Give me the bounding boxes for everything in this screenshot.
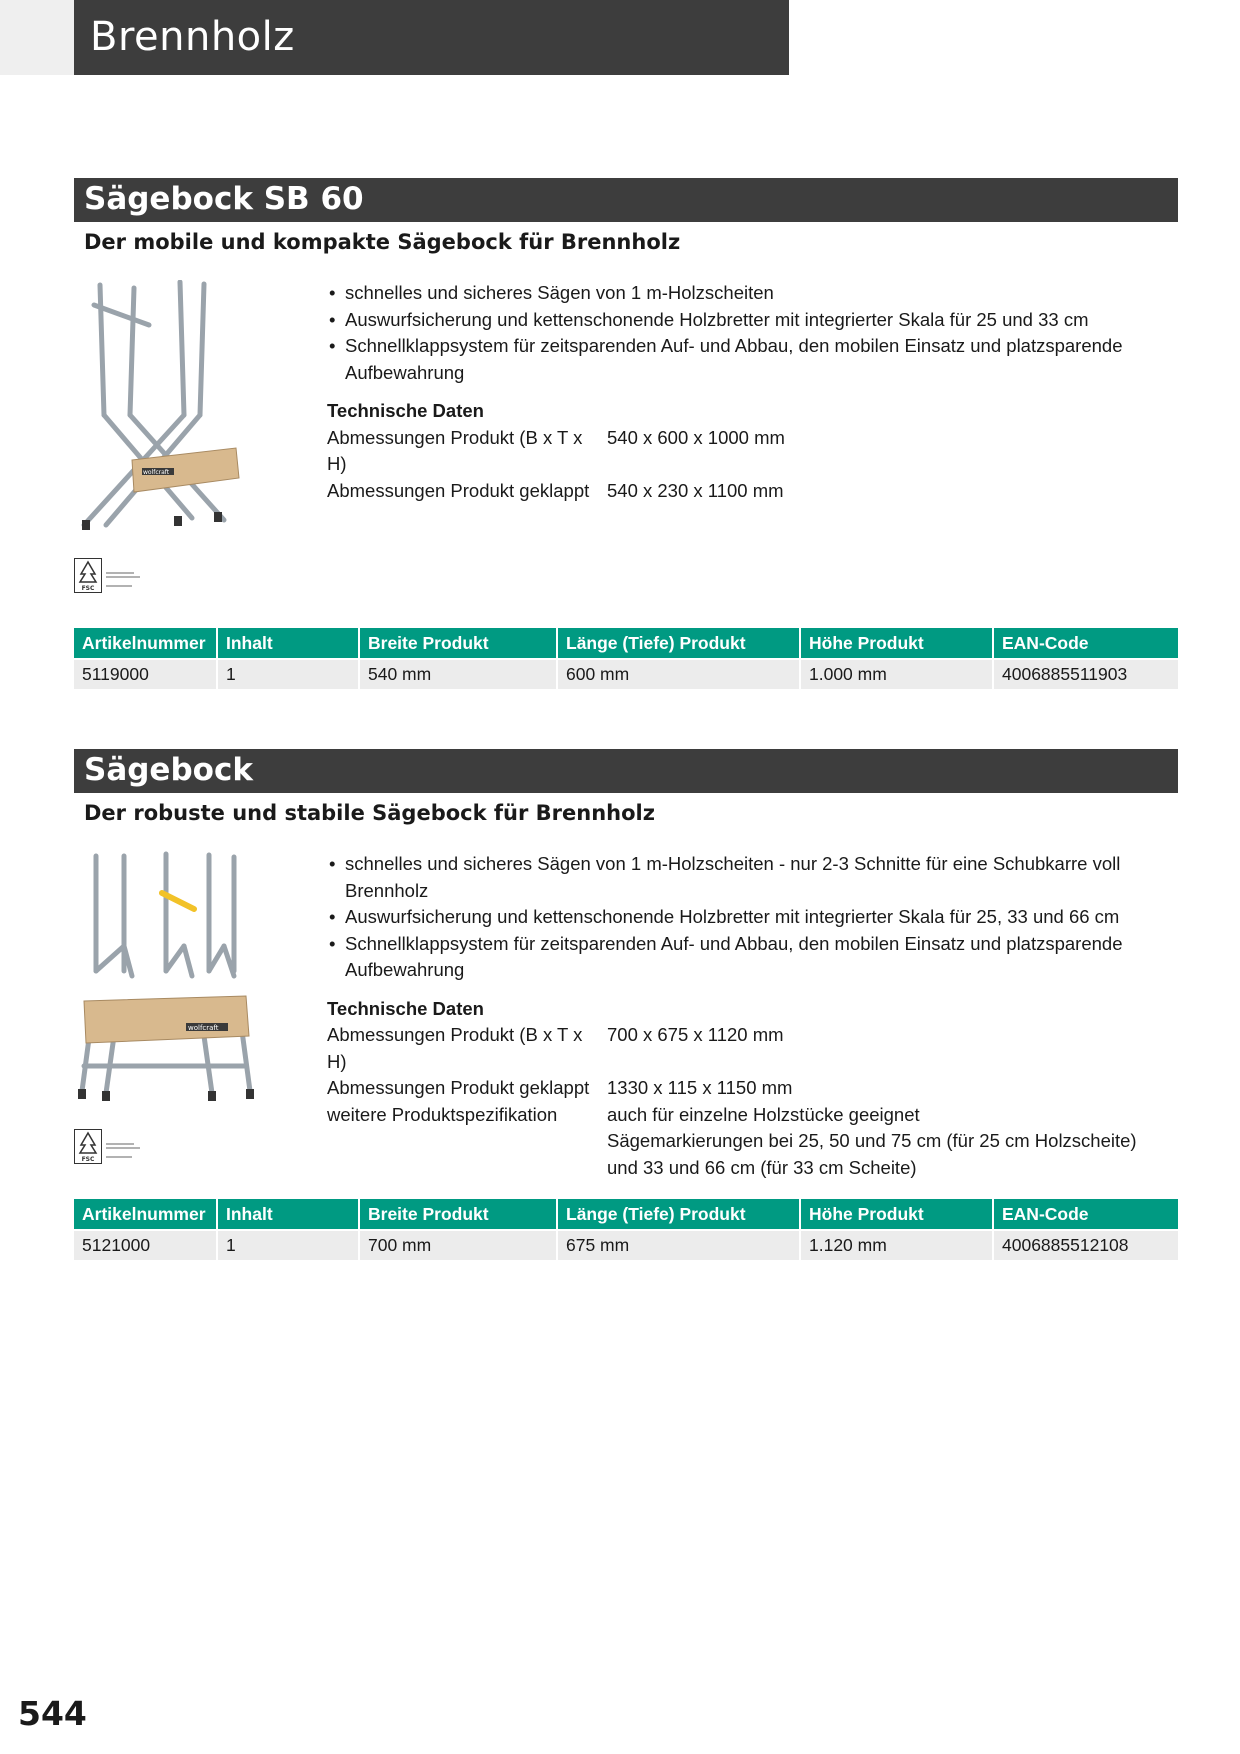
chapter-title: Brennholz: [90, 14, 295, 60]
column-header: Inhalt: [217, 628, 359, 659]
tech-value-line: auch für einzelne Holzstücke geeignet: [607, 1103, 920, 1125]
tech-data-heading: Technische Daten: [327, 400, 484, 421]
product-title: Sägebock SB 60: [74, 178, 1178, 222]
column-header: Breite Produkt: [359, 628, 557, 659]
product-content: [327, 280, 1157, 504]
table-row: [74, 1230, 1178, 1260]
tech-value: 700 x 675 x 1120 mm: [607, 1024, 784, 1045]
fsc-logo-icon: [74, 558, 149, 594]
feature-item: • schnelles und sicheres Sägen von 1 m-Holzscheiten: [327, 280, 1157, 307]
column-header: Inhalt: [217, 1199, 359, 1230]
table-cell: 1.000 mm: [800, 659, 993, 689]
feature-item: • Schnellklappsystem für zeitsparenden Auf- und Abbau, den mobilen Einsatz und platzsparende Aufbewahrung: [327, 333, 1157, 386]
table-header-row: [74, 1199, 1178, 1230]
product-content: [327, 851, 1157, 1181]
column-header: Breite Produkt: [359, 1199, 557, 1230]
table-cell: 4006885511903: [993, 659, 1178, 689]
spec-table: [74, 628, 1178, 689]
tech-label: Abmessungen Produkt geklappt: [327, 1077, 590, 1098]
product-subtitle: Der mobile und kompakte Sägebock für Brennholz: [84, 230, 681, 254]
table-cell: 1: [217, 659, 359, 689]
table-cell: 600 mm: [557, 659, 800, 689]
product-subtitle: Der robuste und stabile Sägebock für Brennholz: [84, 801, 655, 825]
tech-row: [327, 1022, 1157, 1075]
column-header: Länge (Tiefe) Produkt: [557, 1199, 800, 1230]
tech-row: [327, 478, 1157, 505]
brand-label: wolfcraft: [143, 469, 170, 476]
tech-value: 1330 x 115 x 1150 mm: [607, 1077, 793, 1098]
product-section-saegebock: [74, 749, 1178, 1269]
fsc-logo-icon: [74, 1129, 149, 1165]
table-cell: 4006885512108: [993, 1230, 1178, 1260]
fsc-label: FSC: [81, 1156, 95, 1163]
tech-label: Abmessungen Produkt geklappt: [327, 479, 590, 501]
feature-item: • schnelles und sicheres Sägen von 1 m-Holzscheiten - nur 2-3 Schnitte für eine Schubkarre voll Brennholz: [327, 851, 1157, 904]
table-header-row: [74, 628, 1178, 659]
fsc-label: FSC: [81, 585, 95, 592]
feature-list: [327, 851, 1157, 984]
table-cell: 540 mm: [359, 659, 557, 689]
tech-value-line: Sägemarkierungen bei 25, 50 und 75 cm (für 25 cm Holzscheite) und 33 und 66 cm (für 33 cm Scheite): [607, 1130, 1137, 1178]
column-header: Höhe Produkt: [800, 628, 993, 659]
feature-item: • Auswurfsicherung und kettenschonende Holzbretter mit integrierter Skala für 25, 33 und 66 cm: [327, 904, 1157, 931]
tech-value: 540 x 600 x 1000 mm: [607, 426, 785, 448]
column-header: Länge (Tiefe) Produkt: [557, 628, 800, 659]
tech-label: weitere Produktspezifikation: [327, 1103, 558, 1125]
table-cell: 5121000: [74, 1230, 217, 1260]
page-number: 544: [18, 1694, 87, 1733]
chapter-header: [74, 0, 789, 75]
tech-row: [327, 1102, 1157, 1182]
spec-table: [74, 1199, 1178, 1260]
column-header: Artikelnummer: [74, 1199, 217, 1230]
table-cell: 5119000: [74, 659, 217, 689]
feature-list: [327, 280, 1157, 386]
tech-data-heading: Technische Daten: [327, 997, 484, 1019]
product-image-saw-horse: [74, 851, 254, 1111]
column-header: EAN-Code: [993, 628, 1178, 659]
tech-label: Abmessungen Produkt (B x T x H): [327, 1024, 583, 1072]
column-header: Artikelnummer: [74, 628, 217, 659]
product-image-saw-horse: [74, 280, 254, 540]
column-header: Höhe Produkt: [800, 1199, 993, 1230]
table-row: [74, 659, 1178, 689]
product-title: Sägebock: [74, 749, 1178, 793]
tech-row: [327, 425, 1157, 478]
tech-row: [327, 1075, 1157, 1102]
table-cell: 675 mm: [557, 1230, 800, 1260]
tech-value: 540 x 230 x 1100 mm: [607, 479, 784, 501]
tech-label: Abmessungen Produkt (B x T x H): [327, 426, 583, 474]
product-section-sb60: [74, 178, 1178, 698]
table-cell: 1: [217, 1230, 359, 1260]
brand-label: wolfcraft: [188, 1024, 219, 1032]
tech-value: [607, 1102, 1157, 1182]
table-cell: 1.120 mm: [800, 1230, 993, 1260]
feature-item: • Schnellklappsystem für zeitsparenden Auf- und Abbau, den mobilen Einsatz und platzsparende Aufbewahrung: [327, 931, 1157, 984]
table-cell: 700 mm: [359, 1230, 557, 1260]
chapter-tab-marker: [0, 0, 74, 75]
column-header: EAN-Code: [993, 1199, 1178, 1230]
feature-item: • Auswurfsicherung und kettenschonende Holzbretter mit integrierter Skala für 25 und 33 cm: [327, 307, 1157, 334]
